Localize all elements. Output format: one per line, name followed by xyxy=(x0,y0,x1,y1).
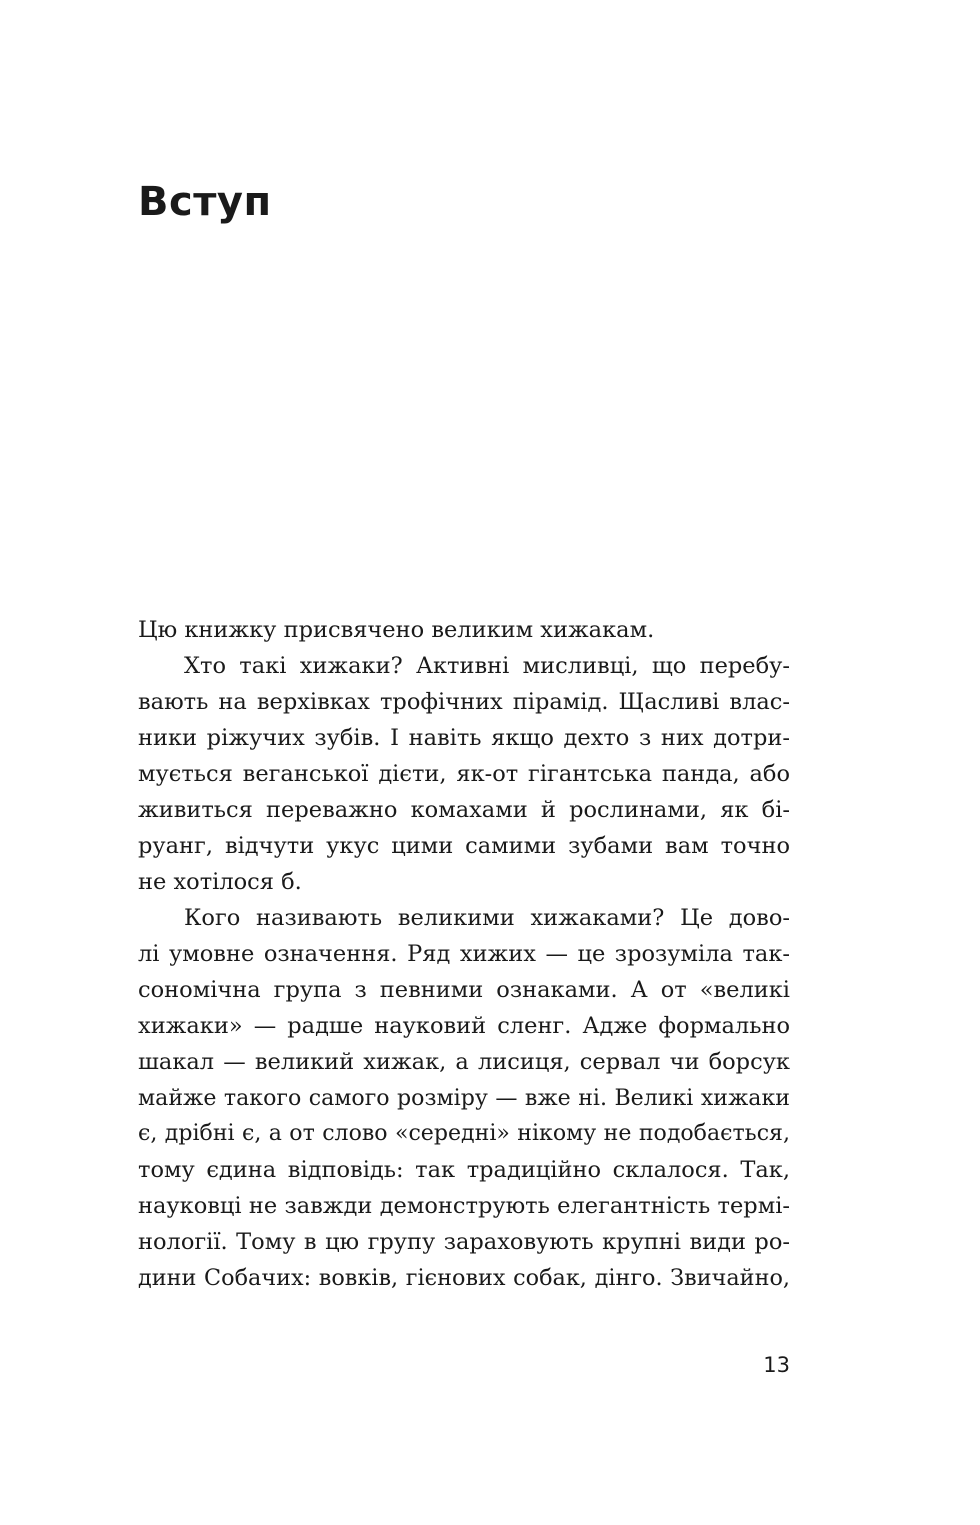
paragraph-line: ники ріжучих зубів. І навіть якщо дехто з них дотри- xyxy=(138,725,790,751)
paragraph-line: сономічна група з певними ознаками. А от «великі xyxy=(138,977,790,1003)
paragraph-line: мується веганської дієти, як-от гігантська панда, або xyxy=(138,761,790,787)
paragraph-line: хижаки» — радше науковий сленг. Адже формально xyxy=(138,1013,790,1039)
body-text xyxy=(138,612,790,1296)
paragraph-line: не хотілося б. xyxy=(138,869,302,895)
paragraph-line: Цю книжку присвячено великим хижакам. xyxy=(138,617,655,643)
paragraph-line: науковці не завжди демонструють елегантність термі- xyxy=(138,1193,790,1219)
paragraph-line: шакал — великий хижак, а лисиця, сервал чи борсук xyxy=(138,1049,790,1075)
paragraph-line: вають на верхівках трофічних пірамід. Щасливі влас- xyxy=(138,689,790,715)
paragraph-line: живиться переважно комахами й рослинами, як бі- xyxy=(138,797,790,823)
paragraph-line: нології. Тому в цю групу зараховують крупні види ро- xyxy=(138,1229,790,1255)
chapter-title: Вступ xyxy=(138,179,272,225)
paragraph-line: є, дрібні є, а от слово «середні» нікому не подобається, xyxy=(138,1121,790,1146)
paragraph-line: тому єдина відповідь: так традиційно склалося. Так, xyxy=(138,1157,790,1183)
paragraph-line: майже такого самого розміру — вже ні. Великі хижаки xyxy=(138,1085,790,1111)
paragraph-line: лі умовне означення. Ряд хижих — це зрозуміла так- xyxy=(138,941,790,967)
paragraph-line: руанг, відчути укус цими самими зубами вам точно xyxy=(138,833,790,859)
page-number: 13 xyxy=(763,1353,790,1377)
paragraph-line: Кого називають великими хижаками? Це дово- xyxy=(184,905,790,931)
paragraph-line: Хто такі хижаки? Активні мисливці, що перебу- xyxy=(184,653,790,679)
paragraph-line: дини Собачих: вовків, гієнових собак, дінго. Звичайно, xyxy=(138,1265,790,1291)
